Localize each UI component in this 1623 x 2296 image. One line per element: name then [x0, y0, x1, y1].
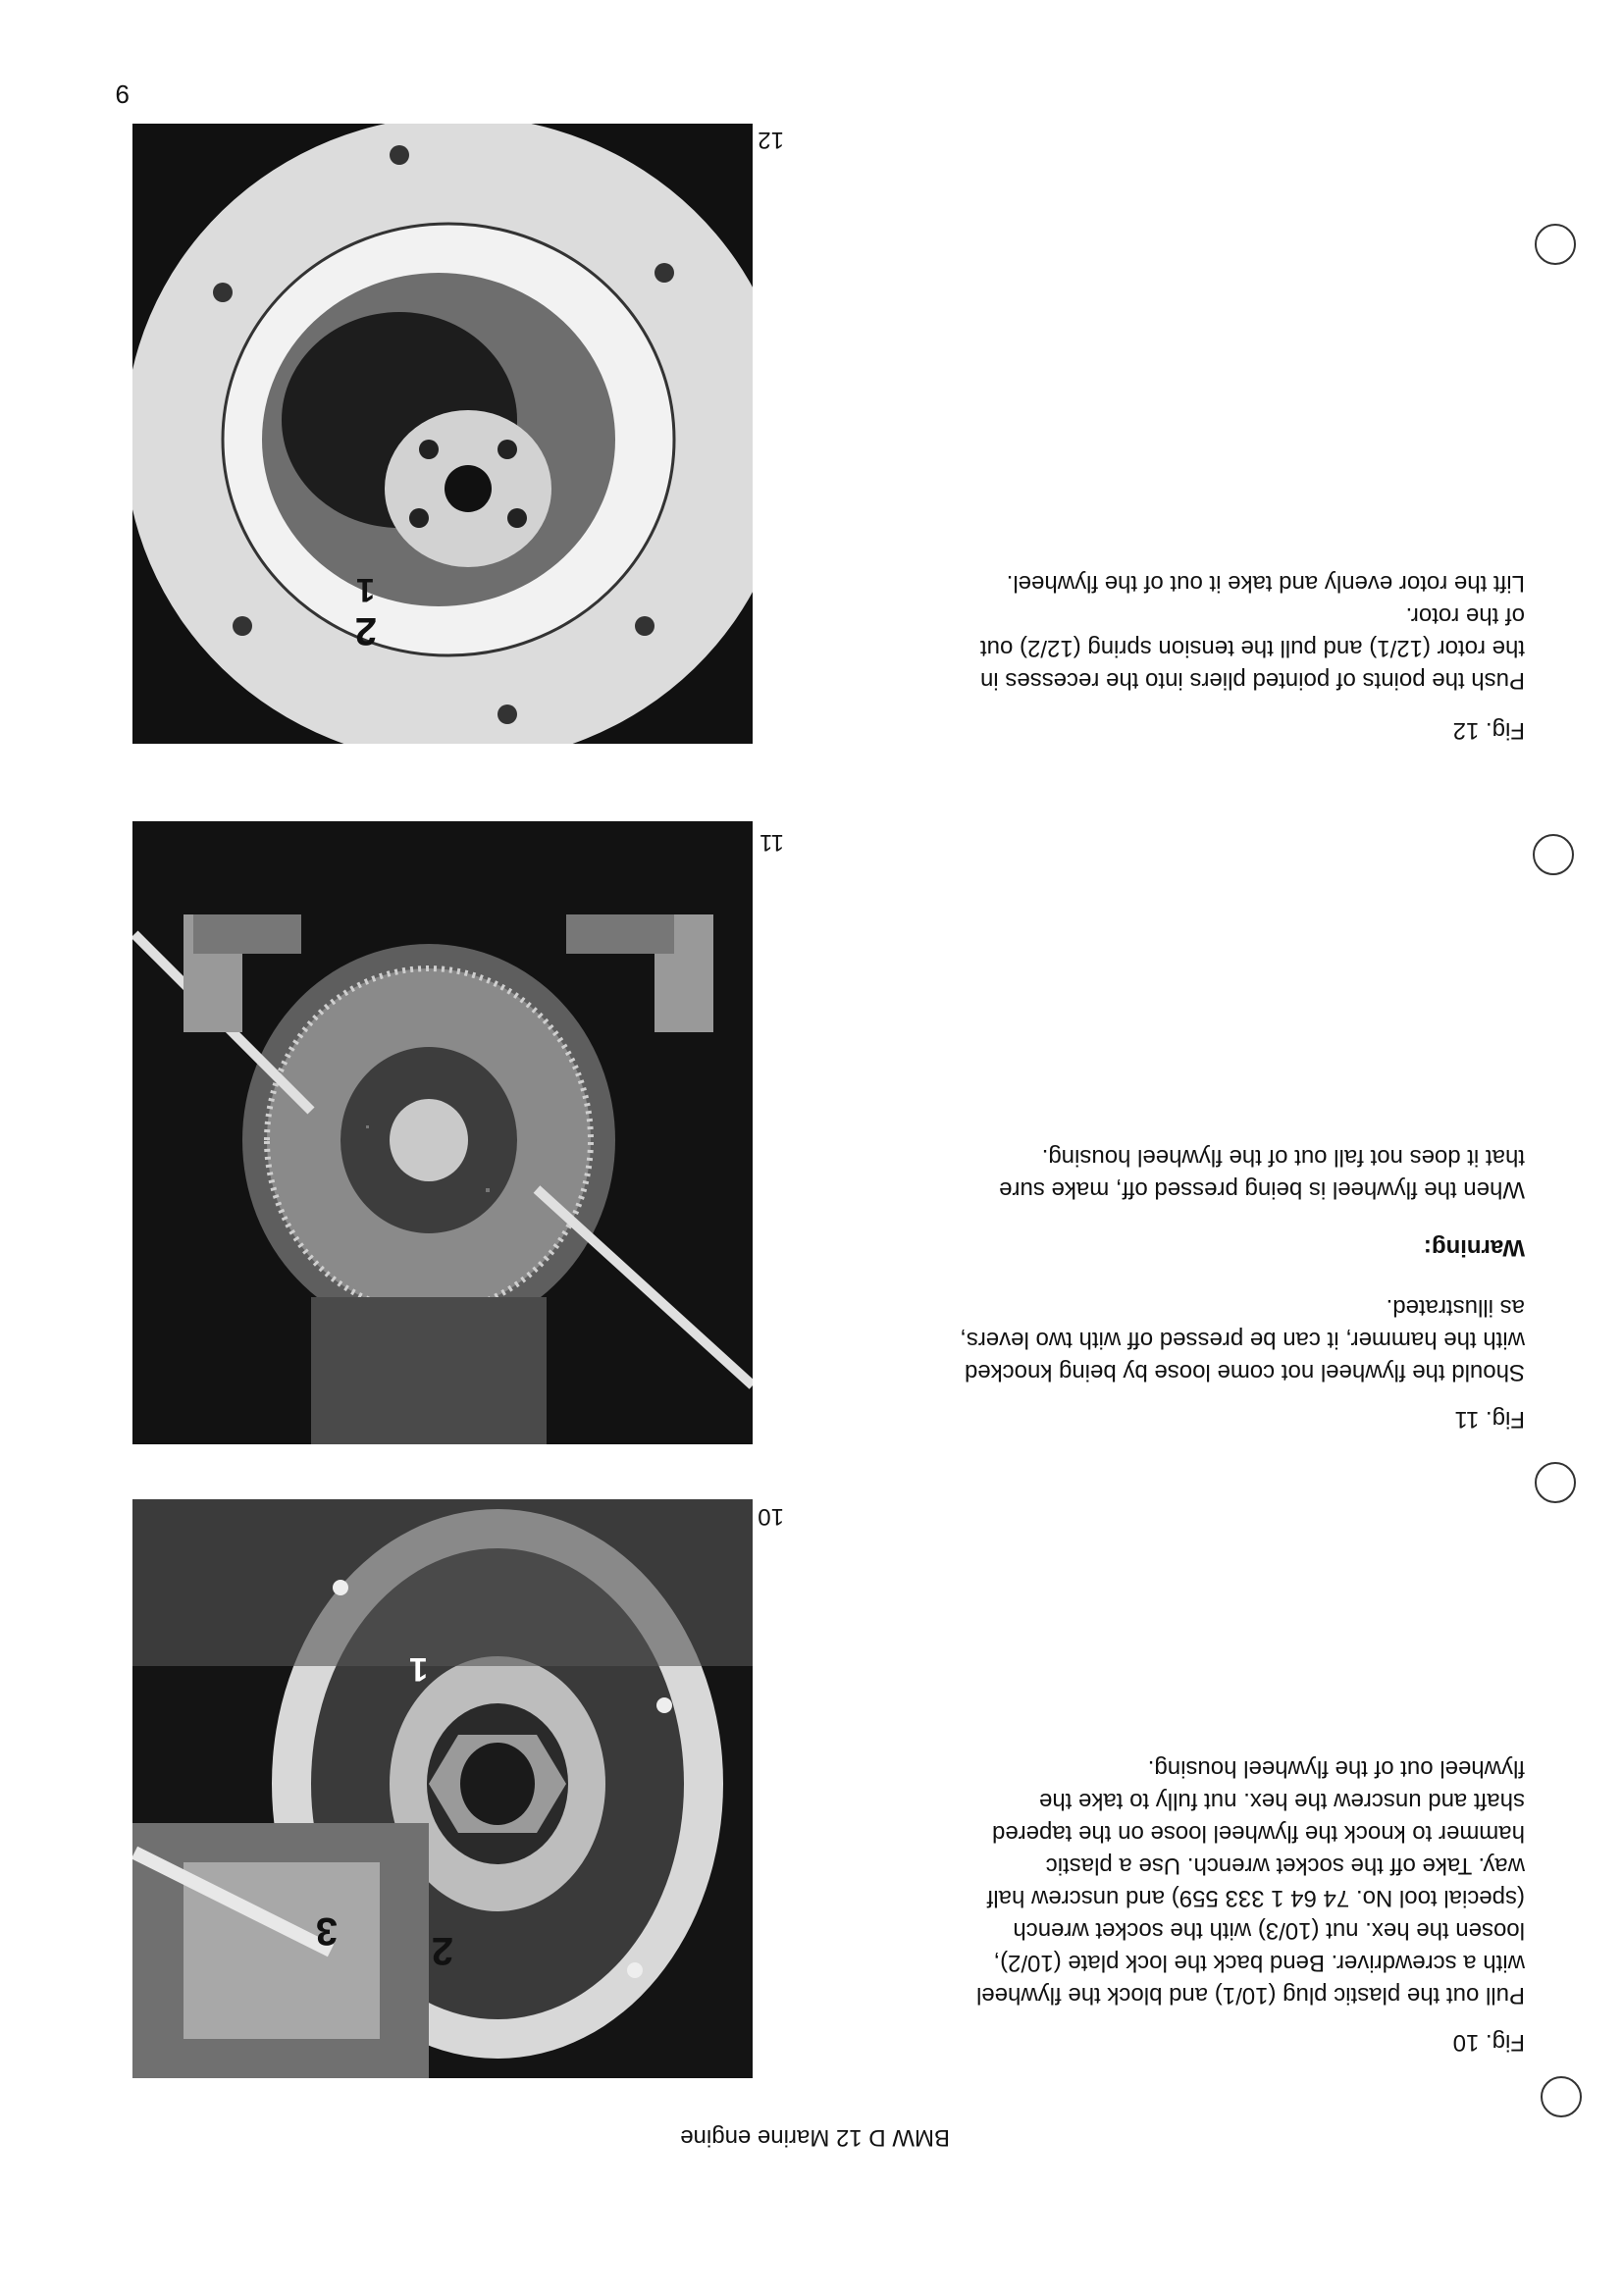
fig-10-line: (special tool No. 74 64 1 333 559) and unscrew half	[986, 1885, 1525, 1911]
scan-speck	[366, 1125, 369, 1128]
fig-10-line: with a screwdriver. Bend back the lock plate (10/2),	[993, 1950, 1525, 1976]
fig-10-line: way. Take off the socket wrench. Use a plastic	[1045, 1852, 1525, 1879]
fig-10-line: shaft and unscrew the hex. nut fully to take the	[1039, 1788, 1525, 1814]
punch-hole	[1535, 1462, 1576, 1503]
fig-12-line: the rotor (12/1) and pull the tension spring (12/2) out	[980, 635, 1525, 661]
page-number: 9	[115, 79, 130, 109]
fig-11-line: Should the flywheel not come loose by being knocked	[964, 1359, 1525, 1385]
fig-10-label: Fig. 10	[1452, 2029, 1525, 2056]
fig-10-text	[976, 1752, 1525, 2011]
fig-11-label: Fig. 11	[1454, 1406, 1525, 1433]
fig-12-line: Push the points of pointed pliers into the recesses in	[980, 667, 1525, 694]
fig-10-line: loosen the hex. nut (10/3) with the socket wrench	[1013, 1917, 1525, 1944]
fig-10-line: flywheel out of the flywheel housing.	[1147, 1755, 1525, 1782]
fig-11-line: as illustrated.	[1386, 1294, 1525, 1321]
fig-11-line: with the hammer, it can be pressed off with two levers,	[960, 1327, 1525, 1353]
punch-hole	[1535, 224, 1576, 265]
fig-12-line: of the rotor.	[1405, 602, 1525, 629]
fig-10-line: Pull out the plastic plug (10/1) and block the flywheel	[976, 1982, 1525, 2009]
callout-2: 2	[431, 1929, 453, 1972]
fig-11-photo	[132, 821, 753, 1444]
photo-number-10: 10	[758, 1503, 784, 1530]
callout-1: 1	[409, 1650, 428, 1688]
photo-number-11: 11	[759, 829, 784, 856]
fig-12-line: Lift the rotor evenly and take it out of the flywheel.	[1006, 570, 1525, 597]
punch-hole	[1541, 2076, 1582, 2117]
fig-12-photo	[132, 124, 753, 744]
fig-12-text	[980, 567, 1525, 697]
punch-hole	[1533, 834, 1574, 875]
fig-12-label: Fig. 12	[1452, 717, 1525, 744]
callout-3: 3	[315, 1909, 338, 1953]
page-header: BMW D 12 Marine engine	[680, 2124, 950, 2151]
fig-11-text	[960, 1141, 1525, 1388]
photo-number-12: 12	[758, 127, 784, 153]
callout-1: 1	[356, 571, 375, 608]
warning-line: that it does not fall out of the flywheel housing.	[1041, 1144, 1525, 1171]
warning-title: Warning:	[1423, 1234, 1525, 1261]
scan-speck	[486, 1188, 490, 1192]
fig-10-photo	[132, 1499, 753, 2078]
warning-line: When the flywheel is being pressed off, make sure	[999, 1176, 1525, 1203]
fig-10-line: hammer to knock the flywheel loose on the tapered	[992, 1820, 1525, 1847]
callout-2: 2	[354, 609, 377, 652]
